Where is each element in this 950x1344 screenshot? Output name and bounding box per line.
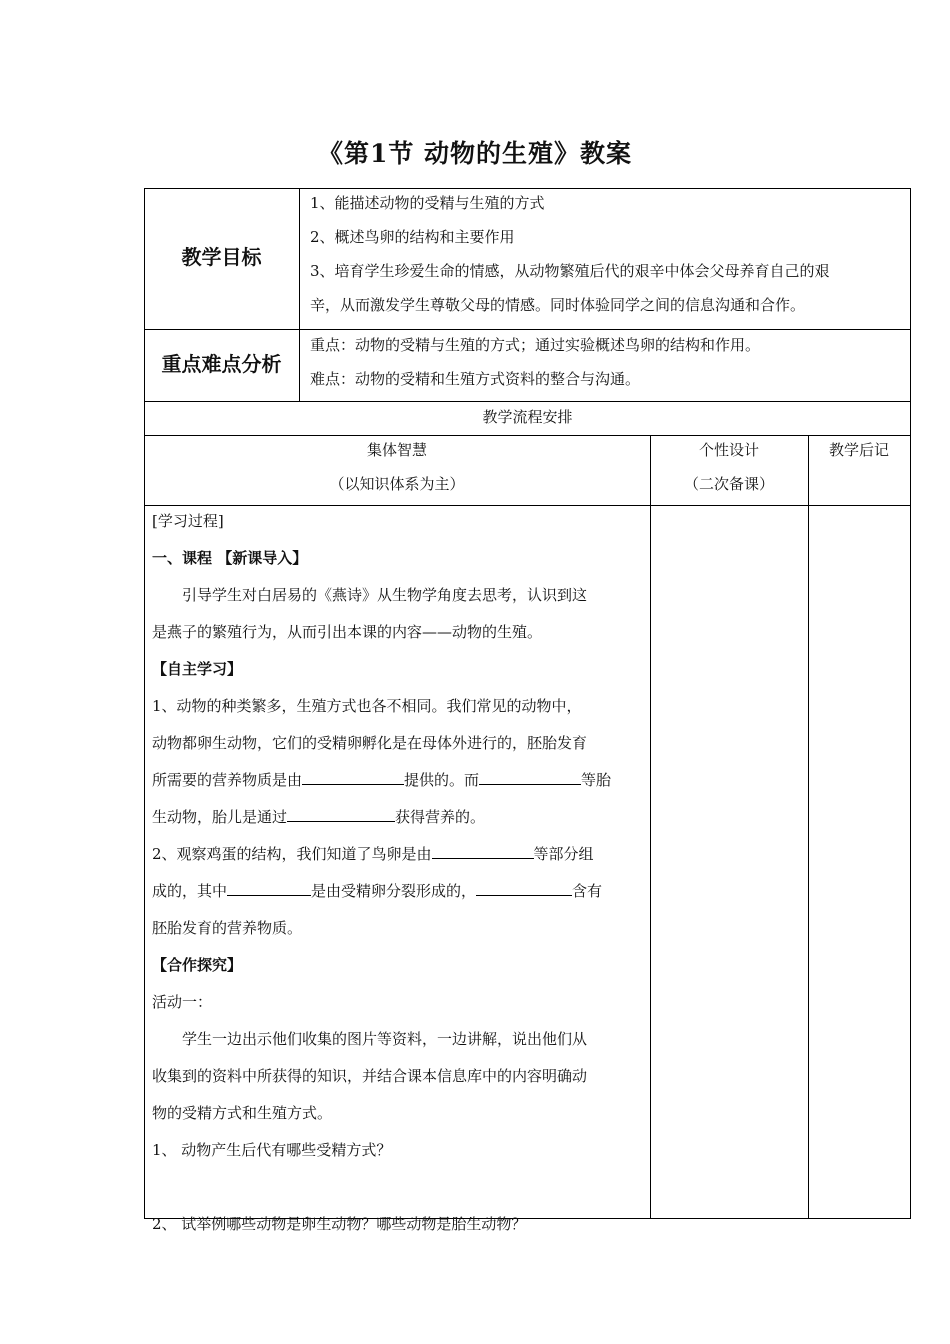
table-divider-vertical: [299, 188, 300, 401]
paragraph-line: 物的受精方式和生殖方式。: [152, 1104, 333, 1122]
paragraph-line: 收集到的资料中所获得的知识，并结合课本信息库中的内容明确动: [152, 1067, 588, 1085]
objective-line: 辛，从而激发学生尊敬父母的情感。同时体验同学之间的信息沟通和合作。: [310, 296, 806, 314]
process-heading: [学习过程]: [152, 512, 224, 530]
fill-blank[interactable]: [476, 877, 572, 896]
document-title: 《第1节 动物的生殖》教案: [317, 139, 633, 168]
section-heading: 【自主学习】: [152, 660, 243, 678]
keypoint-line: 重点：动物的受精与生殖的方式；通过实验概述鸟卵的结构和作用。: [310, 336, 761, 354]
table-border-left: [144, 188, 145, 1219]
paragraph-line: 2、观察鸡蛋的结构，我们知道了鸟卵是由 等部分组: [152, 836, 646, 873]
question-line: 1、 动物产生后代有哪些受精方式？: [152, 1141, 392, 1159]
paragraph-line: 成的，其中 是由受精卵分裂形成的， 含有: [152, 873, 646, 910]
table-divider-vertical: [808, 435, 809, 1219]
spacer: [152, 1169, 646, 1206]
objective-line: 2、概述鸟卵的结构和主要作用: [310, 228, 515, 246]
fill-blank[interactable]: [287, 803, 395, 822]
paragraph-line: 引导学生对白居易的《燕诗》从生物学角度去思考，认识到这: [182, 586, 588, 604]
fill-blank[interactable]: [302, 766, 404, 785]
paragraph-line: 生动物，胎儿是通过 获得营养的。: [152, 799, 646, 836]
objective-line: 1、能描述动物的受精与生殖的方式: [310, 194, 545, 212]
paragraph-line: 是燕子的繁殖行为，从而引出本课的内容——动物的生殖。: [152, 623, 543, 641]
objective-line: 3、培育学生珍爱生命的情感，从动物繁殖后代的艰辛中体会父母养育自己的艰: [310, 262, 830, 280]
activity-label: 活动一：: [152, 993, 213, 1011]
keypoints-label: 重点难点分析: [161, 352, 282, 376]
paragraph-line: 1、动物的种类繁多，生殖方式也各不相同。我们常见的动物中，: [152, 697, 582, 715]
keypoint-line: 难点：动物的受精和生殖方式资料的整合与沟通。: [310, 370, 641, 388]
section-heading: 【合作探究】: [152, 956, 243, 974]
paragraph-line: 胚胎发育的营养物质。: [152, 919, 303, 937]
column-header-collective: 集体智慧 （以知识体系为主）: [329, 441, 465, 493]
table-divider-vertical: [650, 435, 651, 1219]
paragraph-line: 学生一边出示他们收集的图片等资料，一边讲解，说出他们从: [182, 1030, 588, 1048]
objectives-label: 教学目标: [181, 245, 262, 269]
lesson-body: [152, 503, 646, 1243]
column-header-notes: 教学后记: [828, 441, 889, 459]
section-heading: 一、课程 【新课导入】: [152, 549, 308, 567]
keypoints-content: [310, 328, 905, 396]
table-border-right: [910, 188, 911, 1219]
flow-header: 教学流程安排: [482, 408, 573, 426]
fill-blank[interactable]: [227, 877, 311, 896]
paragraph-line: 所需要的营养物质是由 提供的。而 等胎: [152, 762, 646, 799]
objectives-content: [310, 186, 905, 322]
fill-blank[interactable]: [479, 766, 581, 785]
question-line: 2、 试举例哪些动物是卵生动物？哪些动物是胎生动物？: [152, 1215, 527, 1233]
column-header-personal: 个性设计 （二次备课）: [683, 441, 774, 493]
paragraph-line: 动物都卵生动物，它们的受精卵孵化是在母体外进行的，胚胎发育: [152, 734, 588, 752]
fill-blank[interactable]: [432, 840, 534, 859]
